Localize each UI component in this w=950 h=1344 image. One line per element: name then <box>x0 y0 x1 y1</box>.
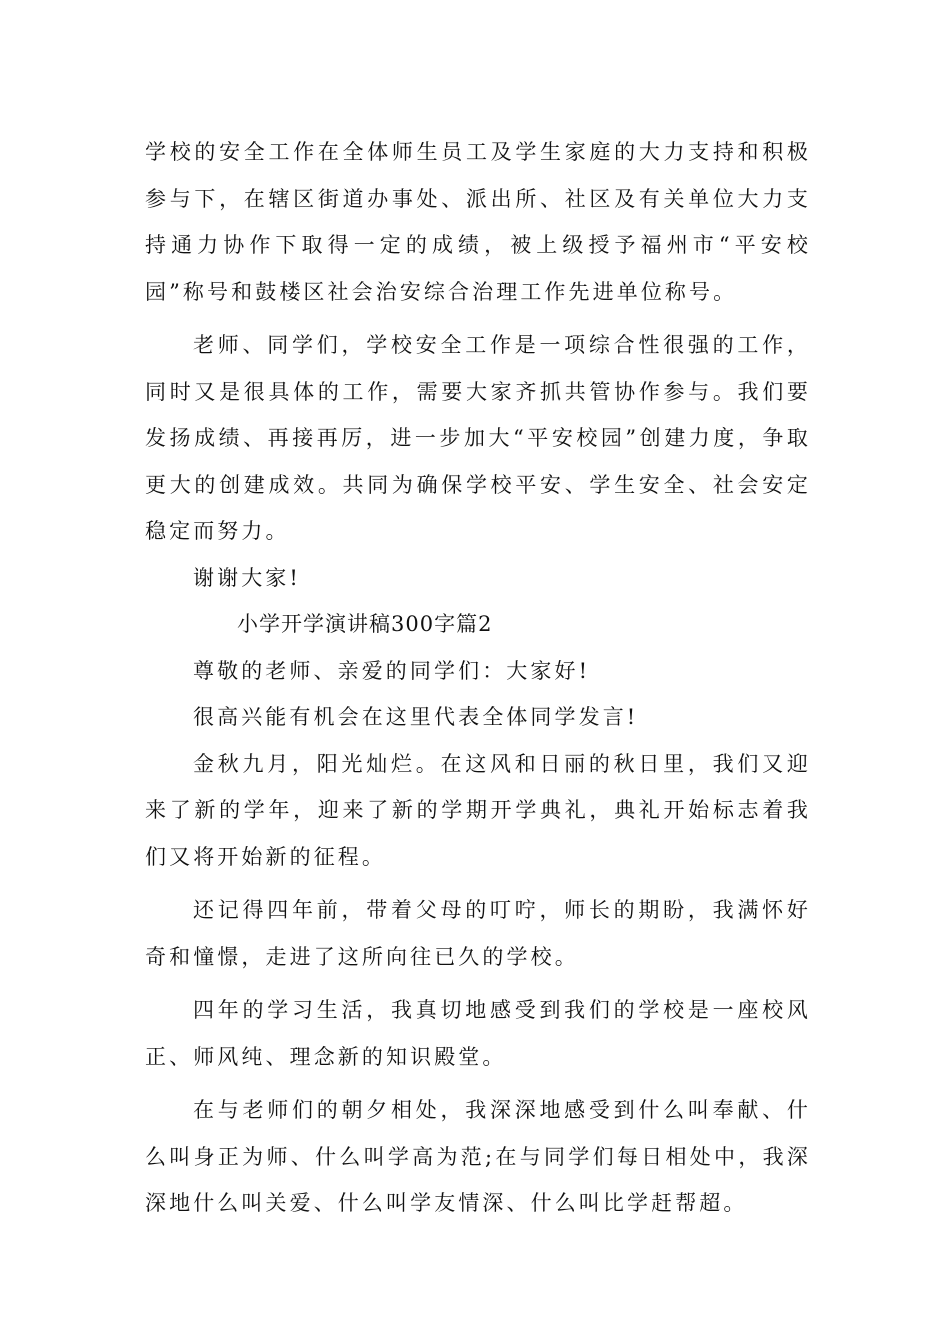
paragraph-greeting: 尊敬的老师、亲爱的同学们：大家好! <box>193 658 591 683</box>
paragraph-school-life: 四年的学习生活，我真切地感受到我们的学校是一座校风正、师风纯、理念新的知识殿堂。 <box>145 998 811 1069</box>
document-body <box>145 129 811 1227</box>
section-heading: 小学开学演讲稿300字篇2 <box>237 612 493 636</box>
paragraph-thanks: 谢谢大家! <box>193 565 301 590</box>
paragraph-school-safety-achievements: 学校的安全工作在全体师生员工及学生家庭的大力支持和积极参与下，在辖区街道办事处、派出所、社区及有关单位大力支持通力协作下取得一定的成绩，被上级授予福州市“平安校园”称号和鼓楼区社会治安综合治理工作先进单位称号。 <box>145 140 811 304</box>
paragraph-honored-to-speak: 很高兴能有机会在这里代表全体同学发言! <box>193 705 639 729</box>
paragraph-teachers-and-classmates: 在与老师们的朝夕相处，我深深地感受到什么叫奉献、什么叫身正为师、什么叫学高为范;在与同学们每日相处中，我深深地什么叫关爱、什么叫学友情深、什么叫比学赶帮超。 <box>145 1098 811 1215</box>
paragraph-four-years-ago: 还记得四年前，带着父母的叮咛，师长的期盼，我满怀好奇和憧憬，走进了这所向往已久的学校。 <box>145 898 811 969</box>
paragraph-safety-work-appeal: 老师、同学们，学校安全工作是一项综合性很强的工作，同时又是很具体的工作，需要大家齐抓共管协作参与。我们要发扬成绩、再接再厉，进一步加大“平安校园”创建力度，争取更大的创建成效。共同为确保学校平安、学生安全、社会安定稳定而努力。 <box>145 333 811 543</box>
paragraph-golden-autumn: 金秋九月，阳光灿烂。在这风和日丽的秋日里，我们又迎来了新的学年，迎来了新的学期开学典礼，典礼开始标志着我们又将开始新的征程。 <box>145 751 811 869</box>
